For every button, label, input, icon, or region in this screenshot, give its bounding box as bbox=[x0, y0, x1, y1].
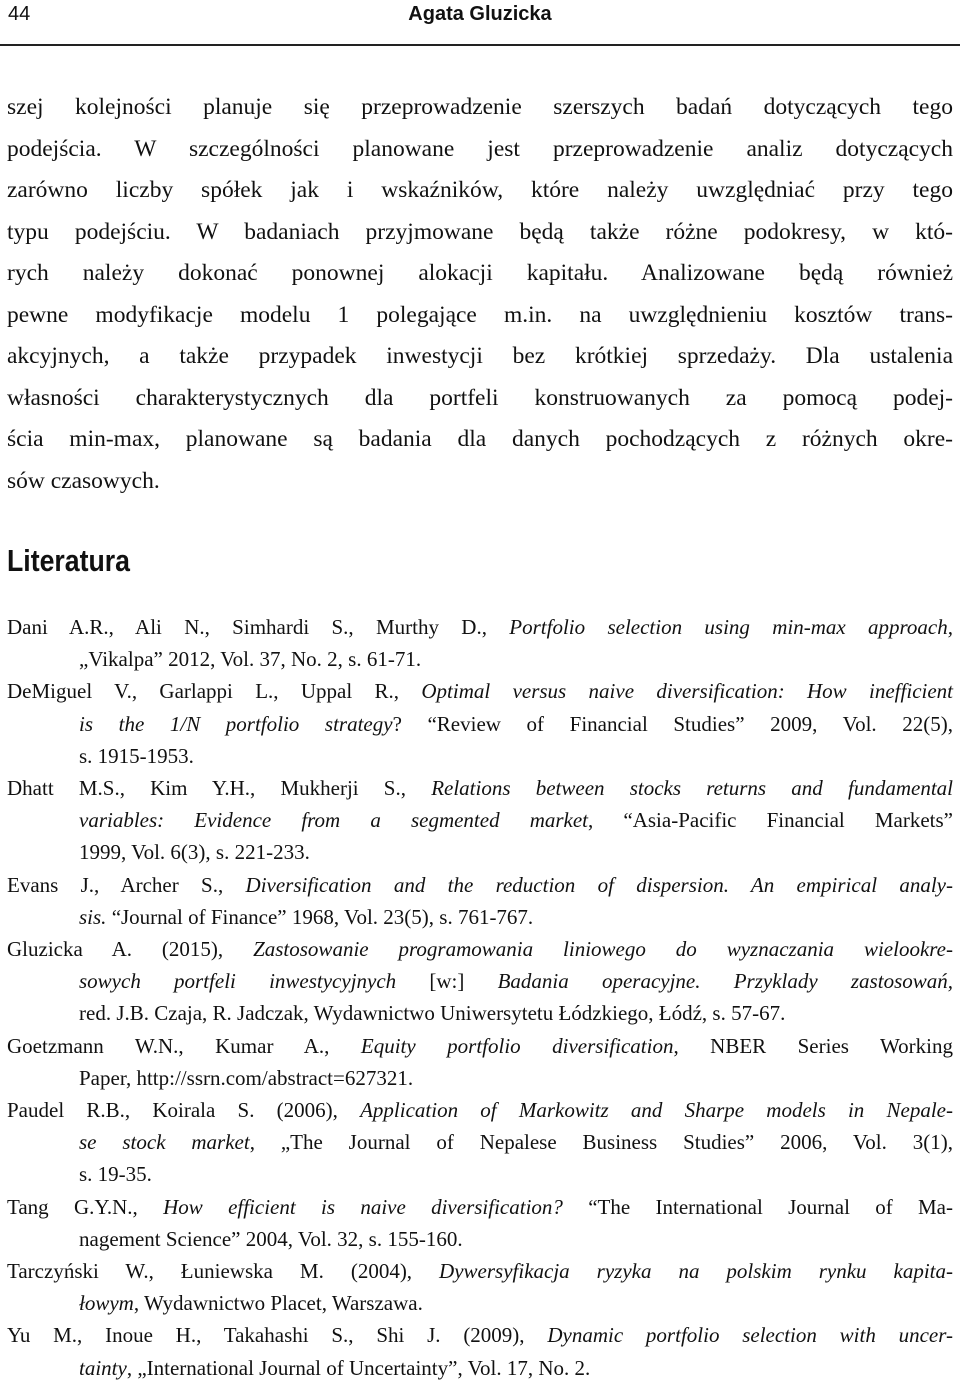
reference-line bbox=[7, 804, 953, 836]
reference-title: variables: Evidence from a segmented market bbox=[79, 808, 589, 833]
reference-entry bbox=[7, 869, 953, 933]
reference-title: Dywersyfikacja ryzyka na polskim rynku kapita- bbox=[439, 1259, 954, 1284]
reference-line bbox=[7, 1191, 953, 1223]
reference-pages: s. 19-35. bbox=[79, 1162, 152, 1187]
reference-authors: Evans J., Archer S., bbox=[7, 872, 246, 897]
reference-source: , NBER Series Working bbox=[673, 1033, 953, 1058]
reference-pages: s. 1915-1953. bbox=[79, 743, 194, 768]
reference-source: , Wydawnictwo Placet, Warszawa. bbox=[133, 1291, 423, 1316]
reference-source: , “Asia-Pacific Financial Markets” bbox=[588, 808, 954, 833]
reference-connector: [w:] bbox=[396, 969, 498, 994]
reference-line bbox=[7, 1287, 953, 1319]
reference-line bbox=[7, 965, 953, 997]
reference-title: tainty bbox=[79, 1355, 127, 1380]
reference-line bbox=[7, 643, 953, 675]
reference-authors: Paudel R.B., Koirala S. (2006), bbox=[7, 1098, 361, 1123]
body-line: rych należy dokonać ponownej alokacji kapitału. Analizowane będą również bbox=[7, 260, 953, 286]
page-number: 44 bbox=[8, 3, 31, 25]
body-line: podejścia. W szczególności planowane jest przeprowadzenie analiz dotyczących bbox=[7, 135, 953, 162]
reference-title: sowych portfeli inwestycyjnych bbox=[79, 969, 397, 994]
body-line: własności charakterystycznych dla portfeli konstruowanych za pomocą podej- bbox=[7, 384, 953, 411]
reference-source: , „International Journal of Uncertainty”, Vol. 17, No. 2. bbox=[126, 1355, 591, 1380]
reference-line bbox=[7, 1126, 953, 1158]
reference-line bbox=[7, 869, 953, 901]
reference-line bbox=[7, 1223, 953, 1255]
reference-book-title: Badania operacyjne. Przyklady zastosowań, bbox=[497, 969, 953, 994]
page-header bbox=[0, 0, 960, 46]
reference-line bbox=[7, 1255, 953, 1287]
reference-title: se stock market bbox=[79, 1130, 250, 1155]
reference-line bbox=[7, 1319, 953, 1351]
reference-entry bbox=[7, 611, 953, 675]
reference-source: 1999, Vol. 6(3), s. 221-233. bbox=[79, 840, 310, 865]
reference-title: Diversification and the reduction of dispersion. An empirical analy- bbox=[245, 872, 953, 897]
body-line: szej kolejności planuje się przeprowadzenie szerszych badań dotyczących tego bbox=[7, 94, 953, 120]
reference-line bbox=[7, 740, 953, 772]
section-title-literatura: Literatura bbox=[7, 543, 130, 578]
reference-authors: Gluzicka A. (2015), bbox=[7, 937, 254, 962]
reference-title: Dynamic portfolio selection with uncer- bbox=[547, 1323, 953, 1348]
reference-title: Portfolio selection using min-max approach, bbox=[509, 615, 953, 639]
reference-entry bbox=[7, 1191, 953, 1255]
reference-line bbox=[7, 901, 953, 933]
reference-line bbox=[7, 933, 953, 965]
reference-line bbox=[7, 1352, 953, 1384]
reference-line bbox=[7, 997, 953, 1029]
reference-title: łowym bbox=[79, 1291, 134, 1316]
reference-source: red. J.B. Czaja, R. Jadczak, Wydawnictwo Uniwersytetu Łódzkiego, Łódź, s. 57-67. bbox=[79, 1001, 786, 1026]
reference-line bbox=[7, 708, 953, 740]
reference-authors: Dani A.R., Ali N., Simhardi S., Murthy D., bbox=[7, 615, 510, 639]
reference-entry bbox=[7, 933, 953, 1030]
reference-line bbox=[7, 611, 953, 643]
body-line: sów czasowych. bbox=[7, 467, 160, 494]
reference-line bbox=[7, 1158, 953, 1190]
reference-source: “Journal of Finance” 1968, Vol. 23(5), s. 761-767. bbox=[106, 904, 534, 929]
reference-source: “The International Journal of Ma- bbox=[562, 1194, 953, 1219]
reference-entry bbox=[7, 1030, 953, 1094]
body-line: ścia min-max, planowane są badania dla danych pochodzących z różnych okre- bbox=[7, 426, 953, 452]
reference-line bbox=[7, 772, 953, 804]
reference-source: ? “Review of Financial Studies” 2009, Vol. 22(5), bbox=[392, 711, 953, 736]
reference-entry bbox=[7, 772, 953, 869]
running-head-author: Agata Gluzicka bbox=[408, 3, 552, 25]
reference-line bbox=[7, 836, 953, 868]
reference-title: How efficient is naive diversification? bbox=[163, 1194, 563, 1219]
reference-title: Equity portfolio diversification bbox=[360, 1033, 674, 1058]
reference-authors: Yu M., Inoue H., Takahashi S., Shi J. (2009), bbox=[7, 1323, 548, 1348]
reference-authors: Tarczyński W., Łuniewska M. (2004), bbox=[7, 1259, 440, 1284]
reference-title: is the 1/N portfolio strategy bbox=[79, 711, 393, 736]
reference-title: Zastosowanie programowania liniowego do wyznaczania wielookre- bbox=[253, 937, 953, 962]
reference-authors: DeMiguel V., Garlappi L., Uppal R., bbox=[7, 679, 422, 704]
reference-source: Paper, http://ssrn.com/abstract=627321. bbox=[79, 1065, 414, 1090]
reference-entry bbox=[7, 675, 953, 772]
body-line: pewne modyfikacje modelu 1 polegające m.in. na uwzględnieniu kosztów trans- bbox=[7, 301, 953, 328]
reference-line bbox=[7, 1030, 953, 1062]
reference-title: Relations between stocks returns and fundamental bbox=[431, 776, 953, 801]
reference-line bbox=[7, 675, 953, 707]
reference-source: „Vikalpa” 2012, Vol. 37, No. 2, s. 61-71. bbox=[79, 647, 422, 672]
reference-line bbox=[7, 1094, 953, 1126]
body-line: akcyjnych, a także przypadek inwestycji bez krótkiej sprzedaży. Dla ustalenia bbox=[7, 343, 953, 369]
reference-authors: Tang G.Y.N., bbox=[7, 1194, 164, 1219]
reference-title: Optimal versus naive diversification: How inefficient bbox=[421, 679, 953, 704]
reference-line bbox=[7, 1062, 953, 1094]
reference-source: nagement Science” 2004, Vol. 32, s. 155-160. bbox=[79, 1226, 463, 1251]
reference-title: Application of Markowitz and Sharpe models in Nepale- bbox=[360, 1098, 953, 1123]
reference-title: sis. bbox=[79, 904, 107, 929]
body-line: zarówno liczby spółek jak i wskaźników, które należy uwzględniać przy tego bbox=[7, 177, 953, 203]
body-paragraph bbox=[7, 87, 953, 502]
reference-authors: Goetzmann W.N., Kumar A., bbox=[7, 1033, 361, 1058]
body-line: typu podejściu. W badaniach przyjmowane będą także różne podokresy, w któ- bbox=[7, 218, 953, 245]
reference-list bbox=[7, 611, 953, 1384]
reference-authors: Dhatt M.S., Kim Y.H., Mukherji S., bbox=[7, 776, 432, 801]
reference-entry bbox=[7, 1319, 953, 1383]
reference-entry bbox=[7, 1094, 953, 1191]
reference-entry bbox=[7, 1255, 953, 1319]
reference-source: , „The Journal of Nepalese Business Studies” 2006, Vol. 3(1), bbox=[249, 1130, 953, 1155]
